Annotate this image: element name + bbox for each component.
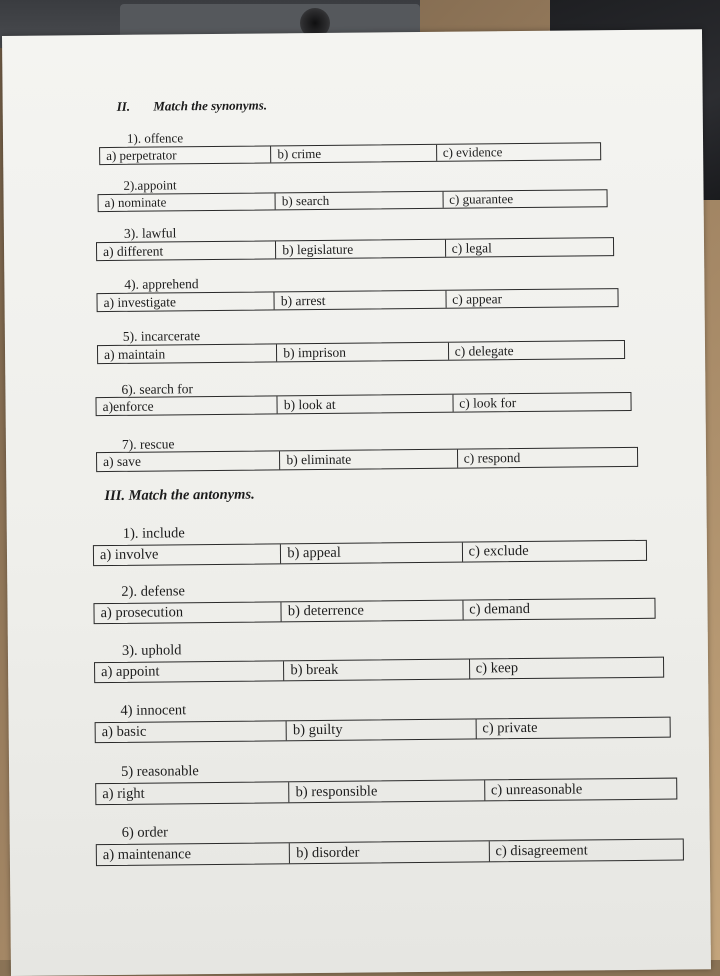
option-a[interactable]: a) save: [97, 451, 280, 471]
option-a[interactable]: a) involve: [94, 544, 282, 565]
answer-options-row: [96, 237, 614, 261]
option-c[interactable]: c) appear: [452, 291, 503, 307]
option-c[interactable]: c) delegate: [454, 343, 514, 359]
question-word: 3). uphold: [121, 642, 182, 659]
option-a[interactable]: a)enforce: [96, 396, 277, 415]
option-a[interactable]: a) perpetrator: [100, 146, 271, 164]
answer-options-row: [96, 838, 684, 866]
option-c[interactable]: c) private: [482, 719, 538, 737]
option-b[interactable]: b) look at: [278, 395, 453, 414]
question-word: 1). offence: [126, 130, 184, 146]
option-b[interactable]: b) eliminate: [280, 450, 458, 470]
question-word: 2).appoint: [123, 177, 177, 193]
option-c[interactable]: c) exclude: [468, 542, 529, 560]
option-c[interactable]: c) evidence: [442, 144, 503, 160]
option-a[interactable]: a) maintenance: [97, 843, 291, 865]
option-b[interactable]: b) deterrence: [282, 601, 464, 622]
question-word: 5). incarcerate: [122, 328, 201, 344]
answer-options-row: [96, 447, 638, 472]
option-c[interactable]: c) guarantee: [449, 191, 514, 207]
answer-options-row: [95, 717, 671, 744]
option-a[interactable]: a) maintain: [98, 344, 277, 363]
option-b[interactable]: b) legislature: [276, 240, 445, 259]
option-a[interactable]: a) different: [97, 241, 276, 260]
question-word: 2). defense: [121, 583, 186, 600]
option-a[interactable]: a) right: [96, 782, 290, 804]
question-word: 7). rescue: [121, 436, 175, 452]
option-b[interactable]: b) responsible: [290, 780, 486, 802]
answer-options-row: [95, 778, 677, 806]
option-a[interactable]: a) prosecution: [94, 602, 282, 623]
answer-options-row: [93, 598, 655, 624]
worksheet-page: [2, 29, 711, 976]
option-c[interactable]: c) unreasonable: [490, 781, 583, 799]
answer-options-row: [99, 142, 601, 165]
option-c[interactable]: c) demand: [469, 600, 531, 618]
answer-options-row: [94, 657, 664, 683]
question-word: 1). include: [122, 525, 185, 542]
option-a[interactable]: a) investigate: [97, 292, 274, 311]
option-c[interactable]: c) respond: [463, 450, 521, 466]
question-word: 5) reasonable: [120, 763, 199, 780]
antonyms-heading: III. Match the antonyms.: [104, 486, 255, 505]
option-b[interactable]: b) disorder: [290, 841, 489, 863]
answer-options-row: [96, 288, 618, 312]
synonyms-section-title: Match the synonyms.: [153, 97, 268, 114]
option-a[interactable]: a) nominate: [99, 193, 276, 211]
answer-options-row: [95, 392, 631, 416]
synonyms-section-number: II.: [116, 98, 131, 114]
question-word: 4) innocent: [120, 702, 187, 719]
option-b[interactable]: b) arrest: [275, 291, 446, 310]
synonyms-heading: [117, 97, 268, 114]
option-b[interactable]: b) crime: [271, 145, 436, 163]
option-b[interactable]: b) break: [284, 660, 470, 681]
question-word: 4). apprehend: [124, 276, 199, 292]
option-a[interactable]: a) basic: [96, 721, 288, 742]
option-c[interactable]: c) legal: [451, 240, 492, 256]
option-b[interactable]: b) guilty: [287, 719, 477, 740]
question-word: 6) order: [121, 824, 169, 841]
option-a[interactable]: a) appoint: [95, 661, 285, 682]
answer-options-row: [93, 540, 647, 566]
option-c[interactable]: c) keep: [475, 660, 519, 677]
option-b[interactable]: b) imprison: [277, 343, 448, 362]
answer-options-row: [97, 340, 625, 364]
question-word: 3). lawful: [123, 225, 177, 241]
option-c[interactable]: c) look for: [459, 395, 517, 411]
option-c[interactable]: c) disagreement: [495, 842, 588, 860]
option-b[interactable]: b) appeal: [281, 543, 463, 564]
answer-options-row: [98, 189, 608, 212]
question-word: 6). search for: [121, 381, 194, 397]
option-b[interactable]: b) search: [276, 192, 443, 210]
